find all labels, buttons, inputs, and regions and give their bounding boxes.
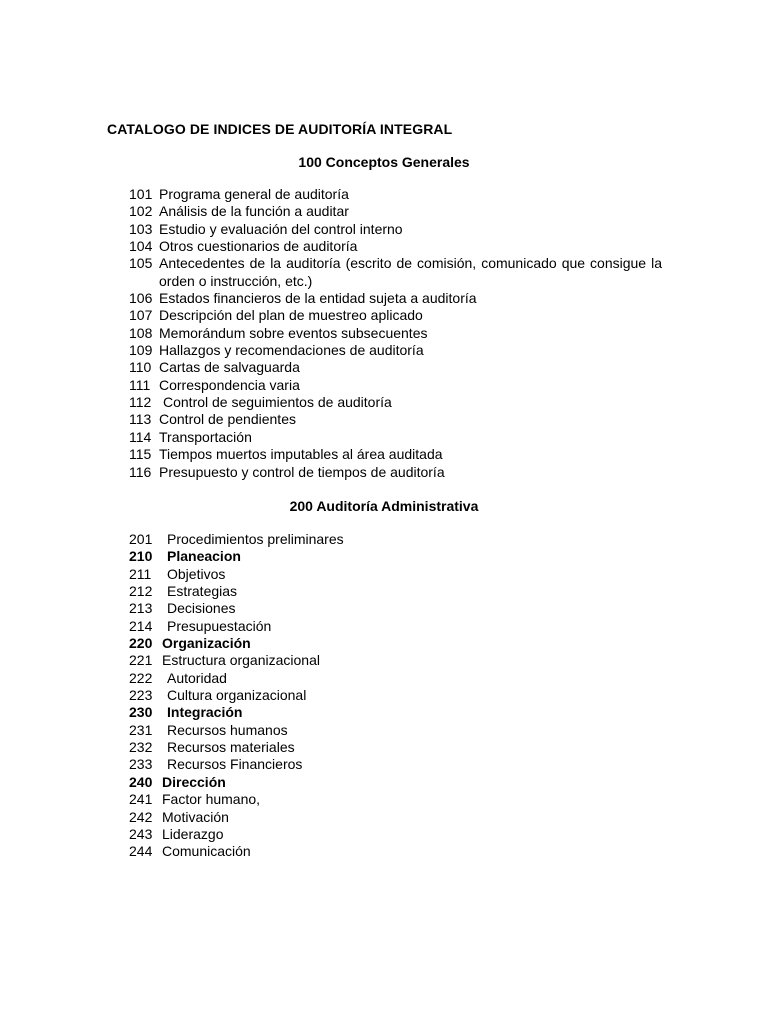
item-text: Recursos humanos (167, 721, 288, 738)
item-code: 210 (129, 548, 153, 565)
item-code: 201 (129, 531, 153, 547)
section-100-list (129, 186, 662, 481)
list-item (129, 186, 662, 203)
item-code: 242 (129, 808, 153, 825)
list-heading (129, 774, 662, 791)
list-item (129, 203, 662, 220)
list-item (129, 359, 662, 376)
list-item (129, 843, 662, 860)
list-item (129, 307, 662, 324)
item-code: 221 (129, 652, 153, 669)
item-text: Dirección (162, 773, 226, 790)
list-item (129, 583, 662, 600)
item-code: 220 (129, 635, 153, 652)
list-item (129, 531, 662, 548)
list-item (129, 809, 662, 826)
item-text: Memorándum sobre eventos subsecuentes (159, 324, 428, 341)
item-text: Descripción del plan de muestreo aplicado (159, 307, 423, 324)
item-text: Procedimientos preliminares (167, 531, 344, 547)
list-item (129, 826, 662, 843)
item-code: 244 (129, 843, 153, 860)
item-text: Motivación (162, 808, 229, 825)
section-title-200: 200 Auditoría Administrativa (289, 498, 479, 514)
item-text: Hallazgos y recomendaciones de auditoría (159, 342, 424, 359)
item-code: 232 (129, 739, 153, 756)
item-text: Estrategias (167, 583, 238, 600)
item-text: Organización (162, 635, 251, 652)
item-text: Tiempos muertos imputables al área auditada (159, 446, 443, 463)
item-code: 112 (129, 394, 152, 411)
list-item (129, 756, 662, 773)
item-text: Recursos materiales (167, 739, 295, 756)
list-item (129, 411, 662, 428)
list-item (129, 618, 662, 635)
list-item (129, 377, 662, 394)
section-title-100: 100 Conceptos Generales (298, 154, 470, 170)
item-text: Cartas de salvaguarda (159, 359, 300, 376)
item-code: 104 (129, 238, 153, 255)
item-code: 111 (129, 376, 151, 393)
item-code: 101 (129, 186, 153, 202)
item-text: Comunicación (162, 843, 251, 860)
item-text: Factor humano, (162, 791, 261, 808)
item-text: Antecedentes de la auditoría (escrito de comisión, comunicado que consigue la orden o instrucción, etc.) (159, 255, 662, 289)
item-text: Análisis de la función a auditar (159, 203, 349, 220)
item-code: 116 (129, 463, 152, 480)
list-item (129, 429, 662, 446)
item-text: Decisiones (167, 600, 236, 617)
item-code: 243 (129, 825, 153, 842)
item-text: Control de pendientes (159, 411, 296, 428)
item-code: 241 (129, 791, 153, 808)
list-item (129, 325, 662, 342)
item-code: 230 (129, 704, 153, 721)
item-code: 240 (129, 773, 153, 790)
item-code: 106 (129, 290, 153, 307)
item-code: 103 (129, 220, 153, 237)
list-item (129, 566, 662, 583)
item-text: Planeacion (167, 548, 241, 565)
item-text: Autoridad (167, 669, 227, 686)
item-text: Presupuesto y control de tiempos de auditoría (159, 463, 445, 480)
item-text: Presupuestación (167, 617, 272, 634)
list-heading (129, 548, 662, 565)
list-item (129, 342, 662, 359)
item-code: 107 (129, 307, 153, 324)
item-code: 110 (129, 359, 152, 376)
list-item (129, 739, 662, 756)
item-code: 223 (129, 687, 153, 704)
item-text: Estados financieros de la entidad sujeta a auditoría (159, 290, 477, 307)
item-text: Integración (167, 704, 243, 721)
item-text: Control de seguimientos de auditoría (163, 394, 392, 411)
item-code: 114 (129, 428, 152, 445)
item-code: 231 (129, 721, 153, 738)
list-item (129, 221, 662, 238)
item-text: Liderazgo (162, 825, 224, 842)
item-text: Estructura organizacional (162, 652, 320, 669)
list-heading (129, 704, 662, 721)
section-200-list (129, 531, 662, 861)
item-text: Correspondencia varia (159, 376, 300, 393)
list-item (129, 600, 662, 617)
item-code: 211 (129, 565, 152, 582)
item-text: Cultura organizacional (167, 687, 307, 704)
item-code: 113 (129, 411, 152, 428)
item-text: Objetivos (167, 565, 226, 582)
document-title: CATALOGO DE INDICES DE AUDITORÍA INTEGRAL (107, 121, 453, 137)
list-item (129, 464, 662, 481)
list-item (129, 652, 662, 669)
list-item (129, 722, 662, 739)
list-item (129, 446, 662, 463)
item-code: 233 (129, 756, 153, 773)
list-item (129, 670, 662, 687)
item-text: Estudio y evaluación del control interno (159, 220, 403, 237)
item-code: 105 (129, 255, 153, 272)
item-text: Otros cuestionarios de auditoría (159, 238, 358, 255)
list-item (129, 394, 662, 411)
item-code: 115 (129, 446, 152, 463)
item-code: 213 (129, 600, 153, 617)
list-item (129, 687, 662, 704)
item-text: Programa general de auditoría (159, 186, 349, 202)
list-item (129, 791, 662, 808)
item-text: Recursos Financieros (167, 756, 303, 773)
item-code: 102 (129, 203, 153, 220)
list-item (129, 238, 662, 255)
item-code: 109 (129, 342, 153, 359)
list-heading (129, 635, 662, 652)
item-code: 212 (129, 583, 153, 600)
list-item (129, 290, 662, 307)
item-code: 108 (129, 324, 153, 341)
item-code: 222 (129, 669, 153, 686)
item-code: 214 (129, 617, 153, 634)
list-item (129, 255, 662, 290)
item-text: Transportación (159, 428, 252, 445)
